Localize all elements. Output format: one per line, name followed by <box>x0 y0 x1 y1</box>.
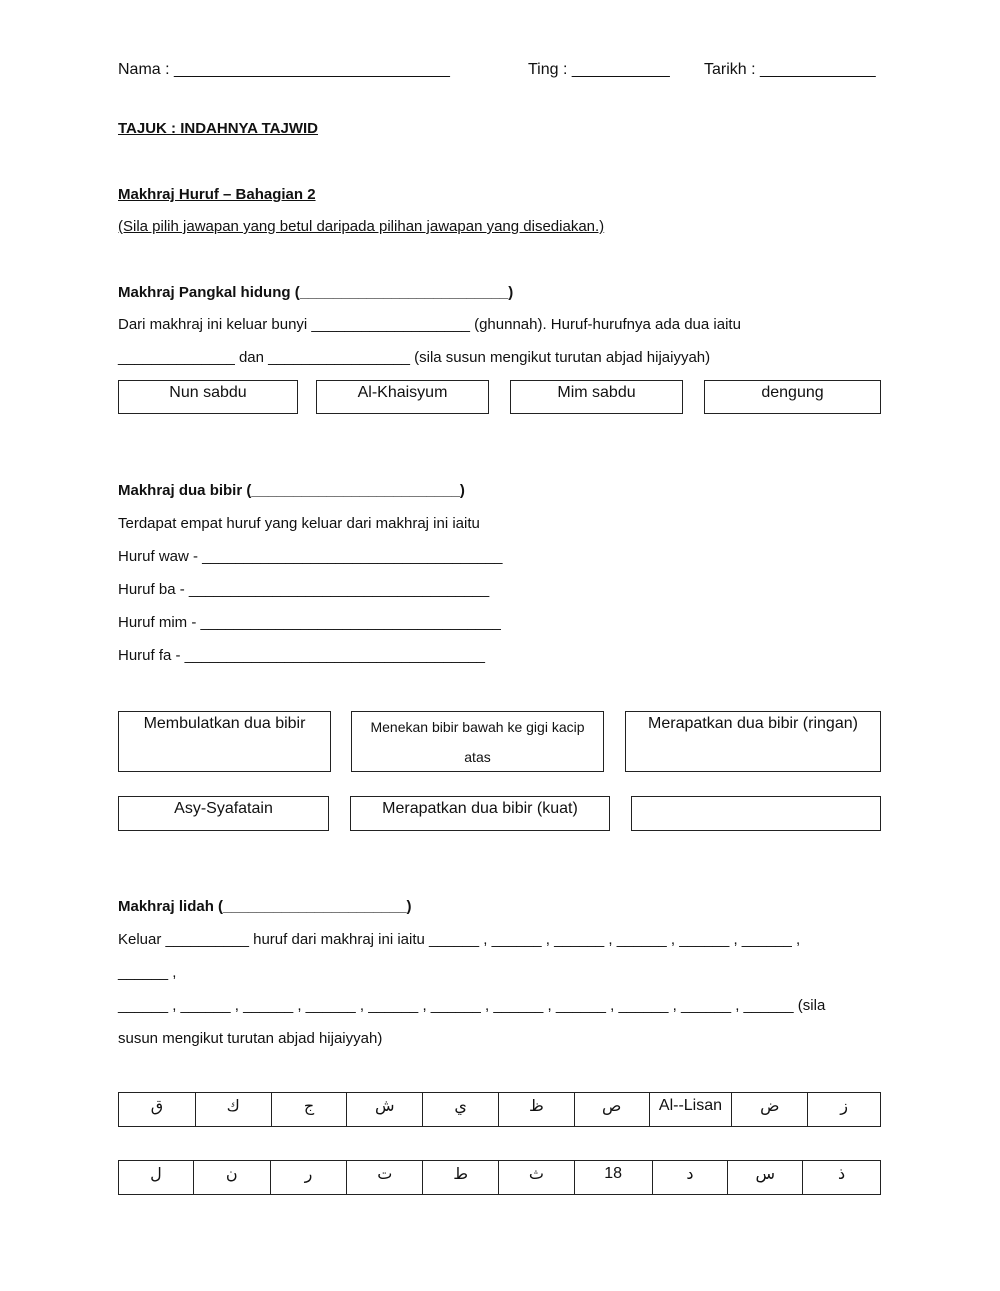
letter-option[interactable]: ر <box>271 1161 348 1194</box>
question-line: susun mengikut turutan abjad hijaiyyah) <box>118 1030 383 1047</box>
answer-option[interactable]: Asy-Syafatain <box>118 796 329 831</box>
letter-option[interactable]: ل <box>119 1161 194 1194</box>
question-line: Huruf ba - ____________________________________ <box>118 581 490 598</box>
question-line: Huruf fa - ____________________________________ <box>118 647 486 664</box>
letter-option[interactable]: ذ <box>838 1164 846 1183</box>
letter-option[interactable]: ز <box>840 1096 848 1115</box>
section-heading-pangkal-hidung: Makhraj Pangkal hidung (_________________________) <box>118 284 514 301</box>
letter-options-row <box>118 1160 881 1195</box>
question-line: Huruf mim - ____________________________________ <box>118 614 501 631</box>
answer-option[interactable]: dengung <box>704 380 881 414</box>
letter-option[interactable]: ك <box>196 1093 272 1126</box>
letter-option[interactable]: س <box>728 1161 803 1194</box>
letter-option[interactable]: ق <box>119 1093 196 1126</box>
answer-option[interactable]: Mim sabdu <box>510 380 683 414</box>
letter-option[interactable]: Al--Lisan <box>650 1093 733 1126</box>
section-title: Makhraj Huruf – Bahagian 2 <box>118 186 316 203</box>
letter-option[interactable]: 18 <box>575 1161 653 1194</box>
instruction-text: (Sila pilih jawapan yang betul daripada pilihan jawapan yang disediakan.) <box>118 218 605 235</box>
answer-option[interactable]: Membulatkan dua bibir <box>118 711 331 772</box>
letter-options-row <box>118 1092 881 1127</box>
letter-option[interactable]: ض <box>732 1093 808 1126</box>
answer-option[interactable]: Menekan bibir bawah ke gigi kacip atas <box>351 711 604 772</box>
letter-option[interactable]: ي <box>423 1093 499 1126</box>
answer-option-empty[interactable] <box>631 796 881 831</box>
question-line: Dari makhraj ini keluar bunyi ___________________ (ghunnah). Huruf-hurufnya ada dua iaitu <box>118 316 741 333</box>
letter-option[interactable]: ج <box>272 1093 348 1126</box>
letter-option[interactable]: ط <box>423 1161 499 1194</box>
letter-option[interactable]: ن <box>194 1161 271 1194</box>
page-title: TAJUK : INDAHNYA TAJWID <box>118 120 319 137</box>
answer-option[interactable]: Nun sabdu <box>118 380 298 414</box>
letter-option[interactable]: ت <box>347 1161 423 1194</box>
letter-option[interactable]: د <box>653 1161 729 1194</box>
question-line: ______ , ______ , ______ , ______ , ______ , ______ , ______ , ______ , ______ , ______ , ______ (sila <box>118 997 826 1014</box>
name-field[interactable]: Nama : _______________________________ <box>118 61 450 78</box>
date-field[interactable]: Tarikh : _____________ <box>704 61 876 78</box>
answer-option[interactable]: Merapatkan dua bibir (ringan) <box>625 711 881 772</box>
letter-option[interactable]: ظ <box>499 1093 575 1126</box>
letter-option[interactable]: ش <box>347 1093 423 1126</box>
question-line: Keluar __________ huruf dari makhraj ini iaitu ______ , ______ , ______ , ______ , ______ , ______ , <box>118 931 801 948</box>
answer-option[interactable]: Merapatkan dua bibir (kuat) <box>350 796 610 831</box>
question-line: ______ , <box>118 964 177 981</box>
letter-option[interactable]: ص <box>575 1093 650 1126</box>
question-line: Huruf waw - ____________________________________ <box>118 548 503 565</box>
question-line: ______________ dan _________________ (sila susun mengikut turutan abjad hijaiyyah) <box>118 349 711 366</box>
form-field[interactable]: Ting : ___________ <box>528 61 670 78</box>
letter-option[interactable]: ث <box>499 1161 575 1194</box>
section-heading-lidah: Makhraj lidah (______________________) <box>118 898 412 915</box>
intro-text: Terdapat empat huruf yang keluar dari makhraj ini iaitu <box>118 515 480 532</box>
section-heading-dua-bibir: Makhraj dua bibir (_________________________) <box>118 482 465 499</box>
answer-option[interactable]: Al-Khaisyum <box>316 380 489 414</box>
